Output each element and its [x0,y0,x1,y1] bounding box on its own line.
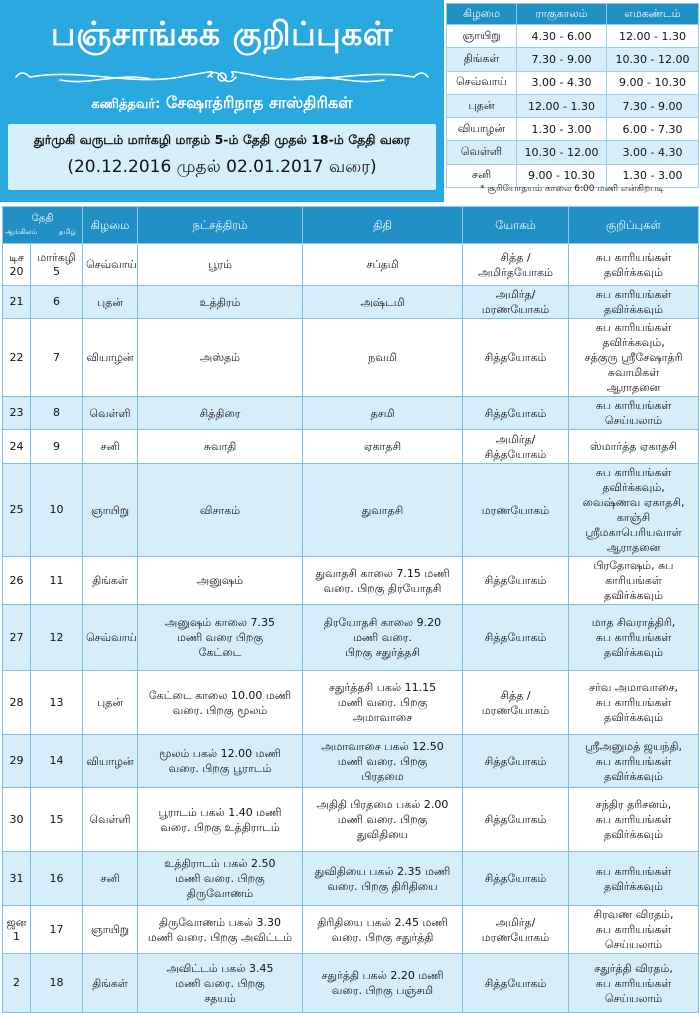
date-tamil-cell: 12 [31,605,83,671]
date-tamil-cell: மார்கழி 5 [31,244,83,286]
main-header-yogam: யோகம் [463,207,569,244]
kalam-day: வியாழன் [447,118,517,141]
date-tamil-cell: 16 [31,852,83,906]
rahu-kalam: 7.30 - 9.00 [517,48,607,71]
weekday-cell: திங்கள் [83,557,138,605]
yogam-cell: சித்தயோகம் [463,735,569,788]
date-tamil-cell: 11 [31,557,83,605]
yogam-cell: அமிர்த/மரணயோகம் [463,286,569,319]
tithi-cell: ஏகாதசி [303,430,463,464]
yogam-cell: சித்தயோகம் [463,557,569,605]
kalam-day: ஞாயிறு [447,25,517,48]
weekday-cell: வெள்ளி [83,788,138,852]
table-row [3,954,699,1013]
weekday-cell: வெள்ளி [83,397,138,430]
date-english-cell: 27 [3,605,31,671]
weekday-cell: செவ்வாய் [83,605,138,671]
rahu-kalam: 3.00 - 4.30 [517,71,607,94]
weekday-cell: ஞாயிறு [83,464,138,557]
nakshatram-cell: பூராடம் பகல் 1.40 மணி வரை. பிறகு உத்திராடம் [138,788,303,852]
date-tamil-cell: 14 [31,735,83,788]
date-tamil-cell: 8 [31,397,83,430]
kalam-day: புதன் [447,94,517,117]
nakshatram-cell: சித்திரை [138,397,303,430]
tithi-cell: துவிதியை பகல் 2.35 மணி வரை. பிறகு திரிதியை [303,852,463,906]
notes-cell: சுப காரியங்கள் தவிர்க்கவும் [569,244,699,286]
rahu-kalam: 9.00 - 10.30 [517,164,607,187]
period-dates: (20.12.2016 முதல் 02.01.2017 வரை) [67,157,377,177]
date-header-tamil: தமிழ் [58,228,76,236]
date-english-cell: 26 [3,557,31,605]
tithi-cell: சப்தமி [303,244,463,286]
date-tamil-cell: 13 [31,671,83,735]
yogam-cell: சித்தயோகம் [463,788,569,852]
author-line [0,92,444,116]
date-tamil-cell: 18 [31,954,83,1013]
kalam-header-ema: எமகண்டம் [607,4,699,25]
table-row [3,397,699,430]
kalam-header-row [447,4,699,25]
yogam-cell: சித்தயோகம் [463,852,569,906]
notes-cell: சுப காரியங்கள் தவிர்க்கவும் [569,852,699,906]
date-header-english: ஆங்கிலம் [5,228,38,236]
yogam-cell: சித்த / அமிர்தயோகம் [463,244,569,286]
weekday-cell: புதன் [83,671,138,735]
kalam-row [447,71,699,94]
weekday-cell: புதன் [83,286,138,319]
notes-cell: சுப காரியங்கள் தவிர்க்கவும் [569,286,699,319]
table-row [3,788,699,852]
nakshatram-cell: அனுஷம் காலை 7.35 மணி வரை பிறகு கேட்டை [138,605,303,671]
tithi-cell: தசமி [303,397,463,430]
kalam-row [447,48,699,71]
tithi-cell: அமாவாசை பகல் 12.50 மணி வரை. பிறகு பிரதமை [303,735,463,788]
table-row [3,735,699,788]
nakshatram-cell: பூரம் [138,244,303,286]
kalam-header-day: கிழமை [447,4,517,25]
kalam-table [446,3,699,188]
ornamental-divider-icon [0,64,444,90]
table-row [3,906,699,954]
tithi-cell: சதுர்த்தி பகல் 2.20 மணி வரை. பிறகு பஞ்சமி [303,954,463,1013]
nakshatram-cell: விசாகம் [138,464,303,557]
notes-cell: ஸ்மார்த்த ஏகாதசி [569,430,699,464]
date-english-cell: 21 [3,286,31,319]
kalam-row [447,141,699,164]
main-header-notes: குறிப்புகள் [569,207,699,244]
table-row [3,464,699,557]
weekday-cell: வியாழன் [83,319,138,397]
nakshatram-cell: சுவாதி [138,430,303,464]
kalam-row [447,94,699,117]
kalam-day: வெள்ளி [447,141,517,164]
sunrise-note: * சூரியோதயம் காலை 6:00 மணி என்கிறபடி [480,184,664,194]
nakshatram-cell: திருவோணம் பகல் 3.30 மணி வரை. பிறகு அவிட்டம் [138,906,303,954]
weekday-cell: வியாழன் [83,735,138,788]
notes-cell: சந்திர தரிசனம், சுப காரியங்கள் தவிர்க்கவும் [569,788,699,852]
main-header-date [3,207,83,244]
nakshatram-cell: உத்திரம் [138,286,303,319]
date-english-cell: 31 [3,852,31,906]
ema-kandam: 1.30 - 3.00 [607,164,699,187]
kalam-day: திங்கள் [447,48,517,71]
table-row [3,557,699,605]
weekday-cell: செவ்வாய் [83,244,138,286]
date-header-label: தேதி [31,213,54,224]
ema-kandam: 7.30 - 9.00 [607,94,699,117]
page-title: பஞ்சாங்கக் குறிப்புகள் [50,14,394,53]
table-row [3,671,699,735]
date-english-cell: 29 [3,735,31,788]
weekday-cell: சனி [83,430,138,464]
table-row [3,852,699,906]
table-row [3,286,699,319]
main-header-tithi: திதி [303,207,463,244]
period-tamil: துர்முகி வருடம் மார்கழி மாதம் 5-ம் தேதி முதல் 18-ம் தேதி வரை [33,132,411,147]
notes-cell: மாத சிவராத்திரி, சுப காரியங்கள் தவிர்க்கவும் [569,605,699,671]
date-tamil-cell: 9 [31,430,83,464]
kalam-header-rahu: ராகுகாலம் [517,4,607,25]
date-english-cell: டிச 20 [3,244,31,286]
tithi-cell: அஷ்டமி [303,286,463,319]
kalam-row [447,25,699,48]
ema-kandam: 3.00 - 4.30 [607,141,699,164]
date-english-cell: 28 [3,671,31,735]
date-tamil-cell: 10 [31,464,83,557]
tithi-cell: சதுர்த்தசி பகல் 11.15 மணி வரை. பிறகு அமாவாசை [303,671,463,735]
weekday-cell: திங்கள் [83,954,138,1013]
date-english-cell: ஜன 1 [3,906,31,954]
yogam-cell: அமிர்த/மரணயோகம் [463,906,569,954]
rahu-kalam: 1.30 - 3.00 [517,118,607,141]
kalam-day: செவ்வாய் [447,71,517,94]
nakshatram-cell: அவிட்டம் பகல் 3.45 மணி வரை. பிறகு சதயம் [138,954,303,1013]
tithi-cell: திரயோதசி காலை 9.20 மணி வரை. பிறகு சதுர்த்தசி [303,605,463,671]
yogam-cell: சித்தயோகம் [463,954,569,1013]
period-box [8,124,436,190]
yogam-cell: அமிர்த/ சித்தயோகம் [463,430,569,464]
table-row [3,430,699,464]
yogam-cell: சித்த / மரணயோகம் [463,671,569,735]
tithi-cell: துவாதசி [303,464,463,557]
header-banner [0,0,444,202]
nakshatram-cell: உத்திராடம் பகல் 2.50 மணி வரை. பிறகு திருவோணம் [138,852,303,906]
notes-cell: சுப காரியங்கள் தவிர்க்கவும், சத்குரு ஸ்ரீசேஷாத்ரி சுவாமிகள் ஆராதனை [569,319,699,397]
notes-cell: சதுர்த்தி விரதம், சுப காரியங்கள் செய்யலாம் [569,954,699,1013]
kalam-day: சனி [447,164,517,187]
tithi-cell: துவாதசி காலை 7.15 மணி வரை. பிறகு திரயோதசி [303,557,463,605]
nakshatram-cell: அனுஷம் [138,557,303,605]
date-tamil-cell: 6 [31,286,83,319]
table-row [3,319,699,397]
notes-cell: ஸ்ரீஅனுமத் ஜயந்தி, சுப காரியங்கள் தவிர்க்கவும் [569,735,699,788]
weekday-cell: ஞாயிறு [83,906,138,954]
main-header-star: நட்சத்திரம் [138,207,303,244]
date-tamil-cell: 17 [31,906,83,954]
ema-kandam: 10.30 - 12.00 [607,48,699,71]
yogam-cell: மரணயோகம் [463,464,569,557]
date-english-cell: 30 [3,788,31,852]
date-tamil-cell: 7 [31,319,83,397]
date-english-cell: 25 [3,464,31,557]
date-english-cell: 2 [3,954,31,1013]
notes-cell: சர்வ அமாவாசை, சுப காரியங்கள் தவிர்க்கவும் [569,671,699,735]
author-name: சேஷாத்ரிநாத சாஸ்திரிகள் [165,93,353,112]
yogam-cell: சித்தயோகம் [463,397,569,430]
table-row [3,244,699,286]
date-english-cell: 23 [3,397,31,430]
tithi-cell: நவமி [303,319,463,397]
tithi-cell: அதிதி பிரதமை பகல் 2.00 மணி வரை. பிறகு துவிதியை [303,788,463,852]
author-label: கணித்தவர்: [91,97,161,112]
nakshatram-cell: அஸ்தம் [138,319,303,397]
main-header-day: கிழமை [83,207,138,244]
notes-cell: சிரவண விரதம், சுப காரியங்கள் செய்யலாம் [569,906,699,954]
nakshatram-cell: கேட்டை காலை 10.00 மணி வரை. பிறகு மூலம் [138,671,303,735]
notes-cell: சுப காரியங்கள் செய்யலாம் [569,397,699,430]
rahu-kalam: 10.30 - 12.00 [517,141,607,164]
weekday-cell: சனி [83,852,138,906]
main-header-row [3,207,699,244]
kalam-row [447,118,699,141]
notes-cell: பிரதோஷம், சுப காரியங்கள் தவிர்க்கவும் [569,557,699,605]
panchangam-table [2,206,699,1013]
date-english-cell: 22 [3,319,31,397]
notes-cell: சுப காரியங்கள் தவிர்க்கவும், வைஷ்ணவ ஏகாதசி, காஞ்சி ஸ்ரீமகாபெரியவாள் ஆராதனை [569,464,699,557]
yogam-cell: சித்தயோகம் [463,319,569,397]
table-row [3,605,699,671]
date-tamil-cell: 15 [31,788,83,852]
ema-kandam: 9.00 - 10.30 [607,71,699,94]
yogam-cell: சித்தயோகம் [463,605,569,671]
rahu-kalam: 12.00 - 1.30 [517,94,607,117]
nakshatram-cell: மூலம் பகல் 12.00 மணி வரை. பிறகு பூராடம் [138,735,303,788]
ema-kandam: 6.00 - 7.30 [607,118,699,141]
tithi-cell: திரிதியை பகல் 2.45 மணி வரை. பிறகு சதுர்த்தி [303,906,463,954]
rahu-kalam: 4.30 - 6.00 [517,25,607,48]
ema-kandam: 12.00 - 1.30 [607,25,699,48]
date-english-cell: 24 [3,430,31,464]
